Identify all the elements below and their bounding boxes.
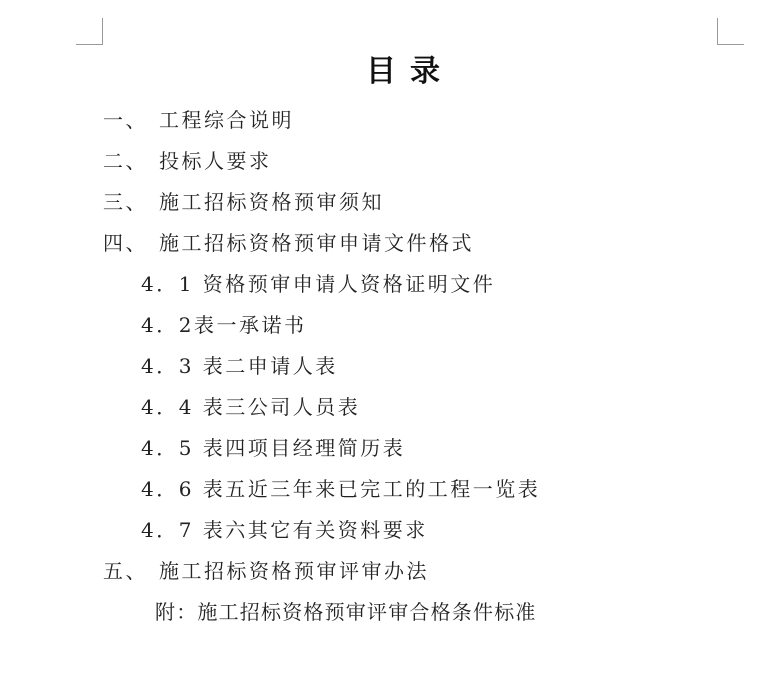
toc-entry-number: 一、 xyxy=(103,108,148,132)
toc-entry-section-2 xyxy=(103,145,272,174)
toc-entry-section-4 xyxy=(103,227,474,256)
toc-entry-text: 投标人要求 xyxy=(159,149,272,173)
toc-entry-section-1 xyxy=(103,104,294,133)
toc-entry-sub-4-7: 4．7 表六其它有关资料要求 xyxy=(141,518,428,542)
toc-entry-text: 施工招标资格预审评审办法 xyxy=(159,559,429,583)
toc-entry-section-3 xyxy=(103,186,384,215)
toc-entry-sub-4-5: 4．5 表四项目经理简历表 xyxy=(141,436,406,460)
page-corner-mark-top-left xyxy=(76,18,103,45)
toc-entry-section-5 xyxy=(103,555,429,584)
toc-entry-number: 四、 xyxy=(103,231,148,255)
toc-entry-sub-4-2: 4．2表一承诺书 xyxy=(141,313,307,337)
document-title: 目录 xyxy=(366,54,454,89)
toc-entry-sub-4-3: 4．3 表二申请人表 xyxy=(141,354,338,378)
toc-entry-sub-4-4: 4．4 表三公司人员表 xyxy=(141,395,361,419)
toc-entry-sub-4-6: 4．6 表五近三年来已完工的工程一览表 xyxy=(141,477,541,501)
toc-entry-text: 工程综合说明 xyxy=(159,108,294,132)
toc-entry-appendix: 附：施工招标资格预审评审合格条件标准 xyxy=(155,600,537,624)
toc-entry-number: 二、 xyxy=(103,149,148,173)
toc-entry-text: 施工招标资格预审须知 xyxy=(159,190,384,214)
toc-entry-sub-4-1: 4．1 资格预审申请人资格证明文件 xyxy=(141,272,496,296)
toc-entry-number: 三、 xyxy=(103,190,148,214)
page-corner-mark-top-right xyxy=(717,18,744,45)
toc-entry-number: 五、 xyxy=(103,559,148,583)
toc-entry-text: 施工招标资格预审申请文件格式 xyxy=(159,231,474,255)
